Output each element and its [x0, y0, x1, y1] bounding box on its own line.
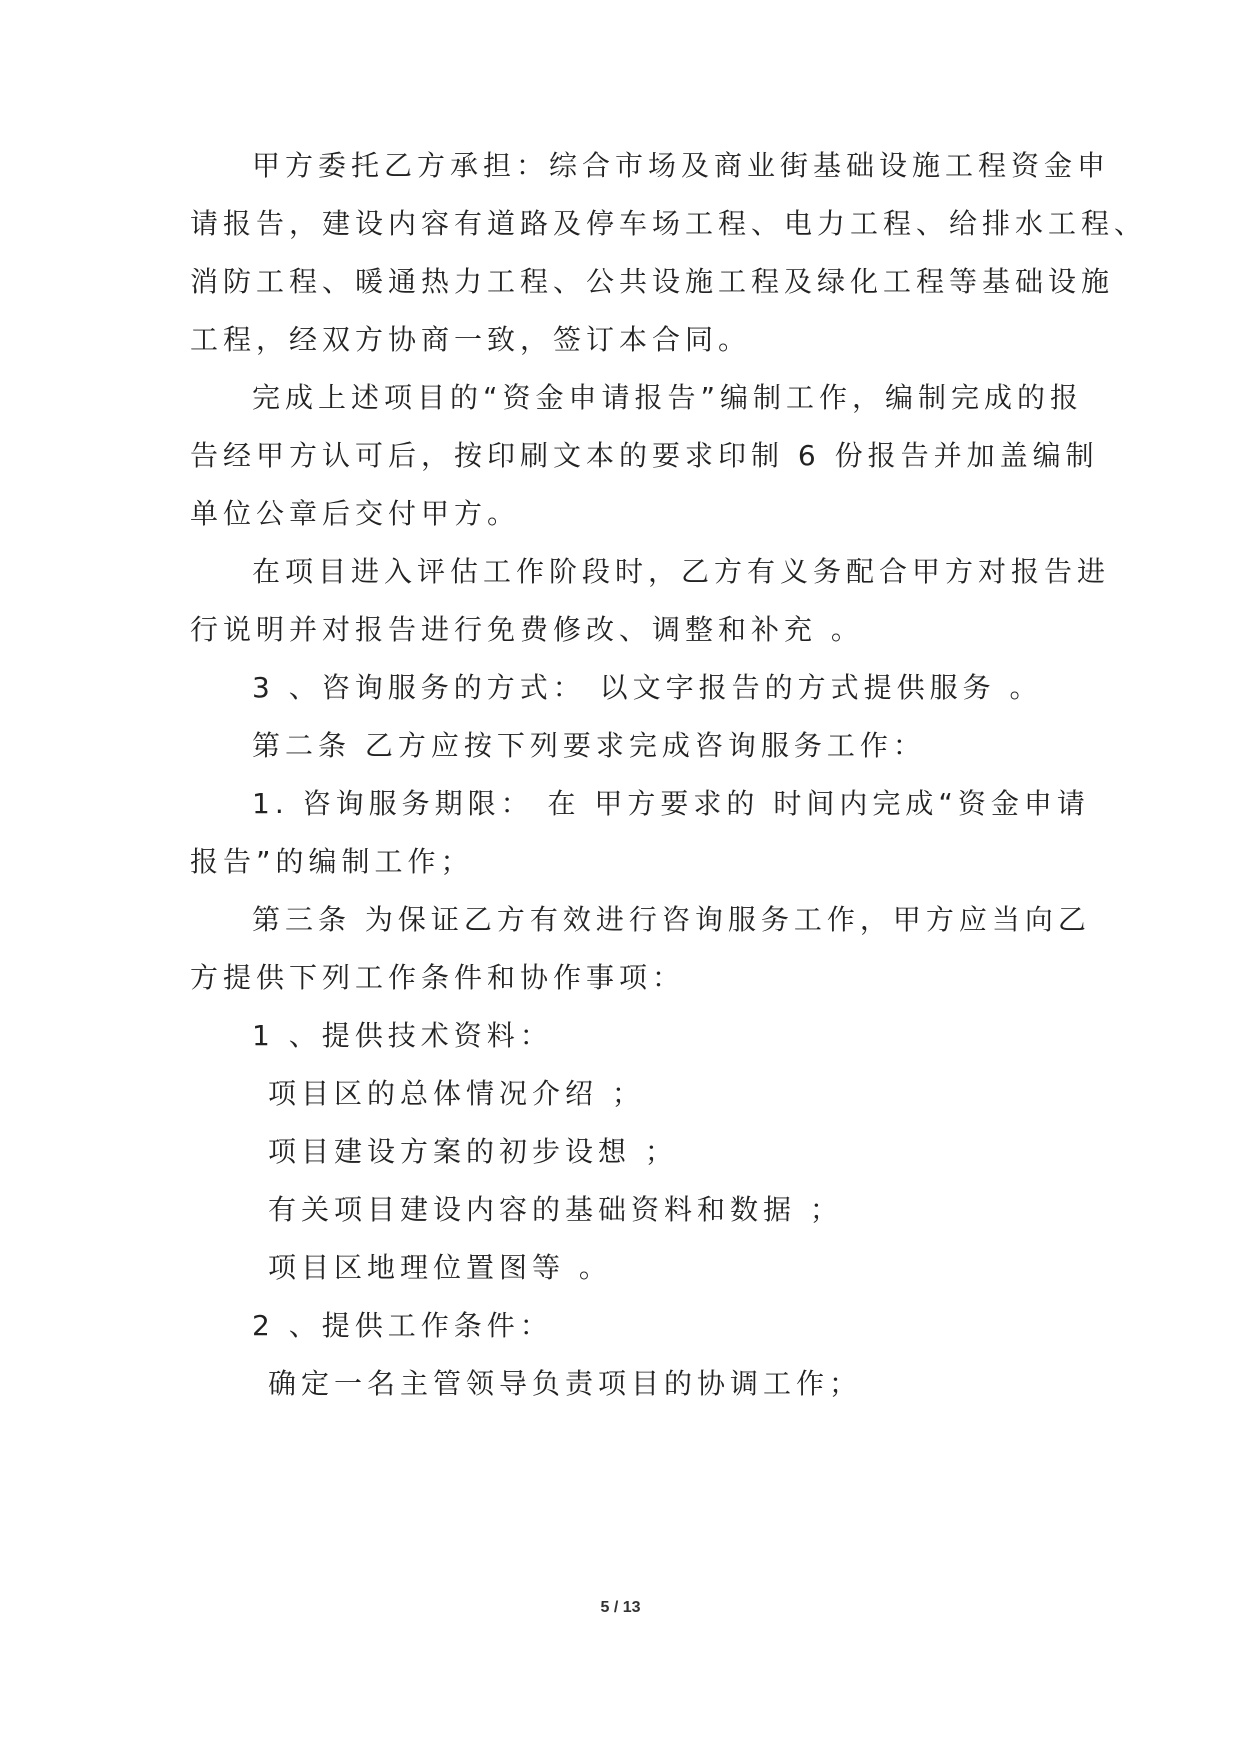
- body-line: 告经甲方认可后，按印刷文本的要求印制 6 份报告并加盖编制: [190, 439, 1099, 472]
- list-item: 确定一名主管领导负责项目的协调工作；: [268, 1367, 863, 1400]
- list-item: 有关项目建设内容的基础资料和数据 ；: [268, 1193, 843, 1226]
- body-line: 工程，经双方协商一致，签订本合同。: [190, 323, 752, 356]
- body-line: 行说明并对报告进行免费修改、调整和补充 。: [190, 613, 864, 646]
- article-heading: 第三条 为保证乙方有效进行咨询服务工作，甲方应当向乙: [252, 903, 1091, 936]
- page-number: 5 / 13: [600, 1599, 641, 1616]
- body-line: 报告”的编制工作；: [190, 845, 474, 878]
- body-line: 消防工程、暖通热力工程、公共设施工程及绿化工程等基础设施: [190, 265, 1115, 298]
- list-item: 项目区的总体情况介绍 ；: [268, 1077, 645, 1110]
- body-line: 1. 咨询服务期限： 在 甲方要求的 时间内完成“资金申请: [252, 787, 1090, 820]
- body-line: 在项目进入评估工作阶段时，乙方有义务配合甲方对报告进: [252, 555, 1111, 588]
- list-heading: 1 、提供技术资料：: [252, 1019, 553, 1052]
- body-line: 方提供下列工作条件和协作事项：: [190, 961, 686, 994]
- body-line: 单位公章后交付甲方。: [190, 497, 521, 530]
- body-line: 完成上述项目的“资金申请报告”编制工作，编制完成的报: [252, 381, 1084, 414]
- body-line: 请报告，建设内容有道路及停车场工程、电力工程、给排水工程、: [190, 207, 1148, 240]
- list-heading: 2 、提供工作条件：: [252, 1309, 553, 1342]
- list-item: 项目建设方案的初步设想 ；: [268, 1135, 678, 1168]
- body-line: 甲方委托乙方承担：综合市场及商业街基础设施工程资金申: [252, 149, 1111, 182]
- article-heading: 第二条 乙方应按下列要求完成咨询服务工作：: [252, 729, 926, 762]
- list-item: 项目区地理位置图等 。: [268, 1251, 612, 1284]
- body-line: 3 、咨询服务的方式： 以文字报告的方式提供服务 。: [252, 671, 1043, 704]
